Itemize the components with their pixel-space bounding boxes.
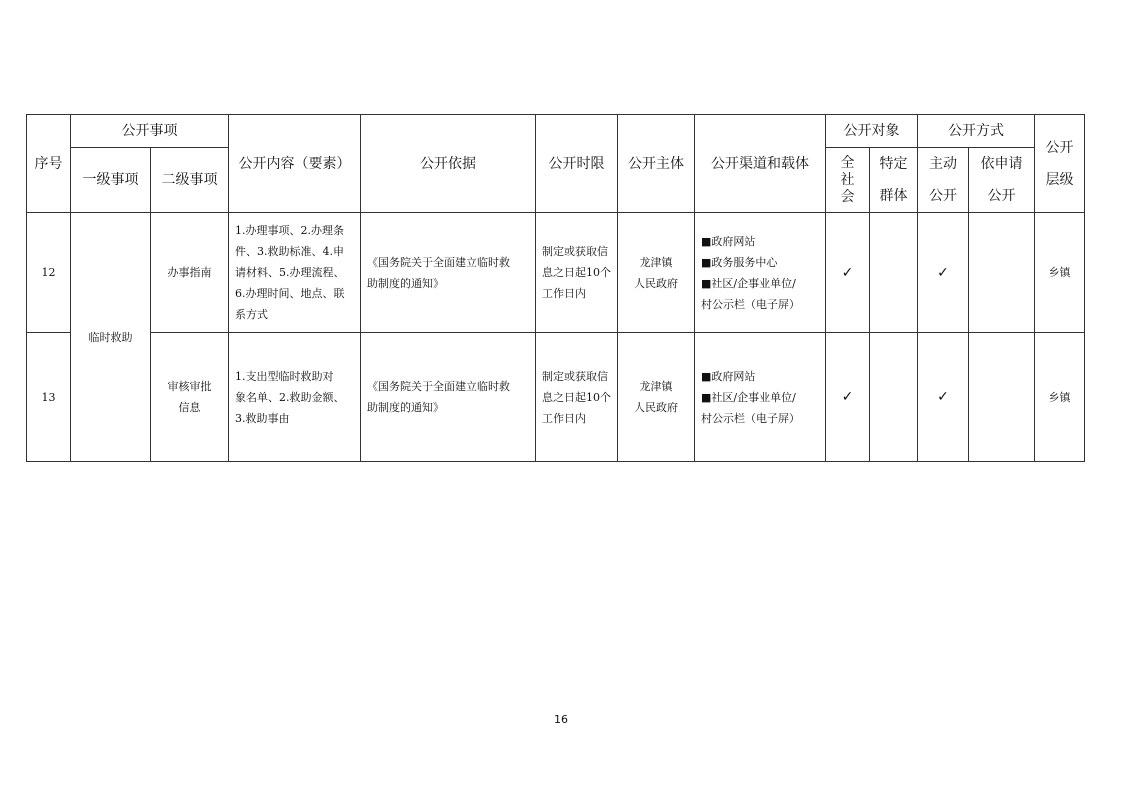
row-content-line: 象名单、2.救助金额、 bbox=[235, 390, 345, 404]
row-content-line: 件、3.救助标准、4.申 bbox=[235, 245, 344, 258]
row-basis-line: 助制度的通知》 bbox=[367, 401, 444, 414]
header-target-all-char: 会 bbox=[840, 188, 855, 205]
header-level-line: 公开 bbox=[1045, 139, 1074, 156]
header-item-group: 公开事项 bbox=[71, 115, 229, 148]
header-method-group: 公开方式 bbox=[918, 115, 1035, 148]
row-basis bbox=[361, 333, 536, 462]
row-basis-line: 《国务院关于全面建立临时救 bbox=[367, 380, 510, 393]
row-seq: 13 bbox=[27, 333, 71, 462]
row-on-request-check bbox=[969, 333, 1035, 462]
header-target-all-char: 社 bbox=[840, 171, 855, 188]
row-active-check: ✓ bbox=[918, 213, 969, 333]
table-row bbox=[27, 333, 1085, 462]
row-channel bbox=[695, 333, 826, 462]
row-channel-line: 村公示栏（电子屏） bbox=[701, 411, 800, 425]
row-level: 乡镇 bbox=[1035, 333, 1085, 462]
header-time-limit: 公开时限 bbox=[536, 115, 618, 213]
row-specific-group-check bbox=[870, 333, 918, 462]
row-time-limit bbox=[536, 213, 618, 333]
row-seq: 12 bbox=[27, 213, 71, 333]
header-target-all bbox=[826, 148, 870, 213]
row-channel-line: ■社区/企事业单位/ bbox=[701, 390, 796, 404]
header-target-all-char: 全 bbox=[840, 154, 855, 171]
header-target-specific bbox=[870, 148, 918, 213]
row-level: 乡镇 bbox=[1035, 213, 1085, 333]
row-time-limit-line: 制定或获取信 bbox=[542, 245, 608, 258]
header-method-active-line: 主动 bbox=[929, 156, 957, 172]
merged-level1: 临时救助 bbox=[71, 213, 151, 462]
header-level-line: 层级 bbox=[1045, 171, 1074, 188]
row-subject-line: 龙津镇 bbox=[639, 380, 673, 393]
row-channel-line: ■社区/企事业单位/ bbox=[701, 276, 796, 290]
header-level1: 一级事项 bbox=[71, 148, 151, 213]
header-method-request-line: 公开 bbox=[987, 188, 1016, 204]
row-on-request-check bbox=[969, 213, 1035, 333]
header-seq: 序号 bbox=[27, 115, 71, 213]
row-specific-group-check bbox=[870, 213, 918, 333]
row-channel-line: 村公示栏（电子屏） bbox=[701, 297, 800, 311]
row-basis-line: 《国务院关于全面建立临时救 bbox=[367, 255, 510, 269]
header-content: 公开内容（要素） bbox=[229, 115, 361, 213]
header-basis: 公开依据 bbox=[361, 115, 536, 213]
header-level bbox=[1035, 115, 1085, 213]
disclosure-table bbox=[26, 114, 1085, 462]
row-time-limit-line: 息之日起10个 bbox=[542, 266, 611, 279]
row-level2-line: 审核审批 bbox=[167, 380, 212, 393]
row-subject bbox=[618, 333, 695, 462]
header-method-request bbox=[969, 148, 1035, 213]
header-level2: 二级事项 bbox=[151, 148, 229, 213]
row-content-line: 3.救助事由 bbox=[235, 411, 290, 425]
row-channel bbox=[695, 213, 826, 333]
table-row bbox=[27, 213, 1085, 333]
row-level2-line: 办事指南 bbox=[167, 266, 212, 279]
header-channel: 公开渠道和载体 bbox=[695, 115, 826, 213]
header-subject: 公开主体 bbox=[618, 115, 695, 213]
header-method-active bbox=[918, 148, 969, 213]
row-time-limit-line: 制定或获取信 bbox=[542, 369, 608, 383]
row-time-limit-line: 息之日起10个 bbox=[542, 390, 611, 404]
row-level2 bbox=[151, 213, 229, 333]
row-subject-line: 人民政府 bbox=[634, 401, 678, 414]
row-basis bbox=[361, 213, 536, 333]
row-channel-line: ■政务服务中心 bbox=[701, 255, 778, 269]
row-active-check: ✓ bbox=[918, 333, 969, 462]
header-target-group: 公开对象 bbox=[826, 115, 918, 148]
header-method-active-line: 公开 bbox=[929, 188, 957, 204]
row-time-limit-line: 工作日内 bbox=[542, 411, 586, 425]
row-all-society-check: ✓ bbox=[826, 213, 870, 333]
header-target-specific-line: 群体 bbox=[879, 188, 908, 204]
row-level2-line: 信息 bbox=[178, 401, 201, 414]
row-channel-line: ■政府网站 bbox=[701, 369, 756, 383]
row-time-limit-line: 工作日内 bbox=[542, 287, 586, 300]
row-all-society-check: ✓ bbox=[826, 333, 870, 462]
header-method-request-line: 依申请 bbox=[980, 156, 1023, 172]
page-number: 16 bbox=[554, 713, 568, 726]
row-subject-line: 人民政府 bbox=[634, 276, 678, 290]
row-level2 bbox=[151, 333, 229, 462]
row-time-limit bbox=[536, 333, 618, 462]
header-target-specific-line: 特定 bbox=[879, 156, 908, 172]
row-channel-line: ■政府网站 bbox=[701, 234, 756, 248]
row-basis-line: 助制度的通知》 bbox=[367, 276, 444, 290]
row-content-line: 1.办理事项、2.办理条 bbox=[235, 224, 344, 237]
row-content-line: 请材料、5.办理流程、 bbox=[235, 266, 345, 279]
row-content-line: 6.办理时间、地点、联 bbox=[235, 287, 345, 300]
row-content bbox=[229, 333, 361, 462]
row-content-line: 系方式 bbox=[235, 308, 268, 321]
row-content bbox=[229, 213, 361, 333]
row-subject-line: 龙津镇 bbox=[639, 255, 673, 269]
row-subject bbox=[618, 213, 695, 333]
row-content-line: 1.支出型临时救助对 bbox=[235, 369, 334, 383]
